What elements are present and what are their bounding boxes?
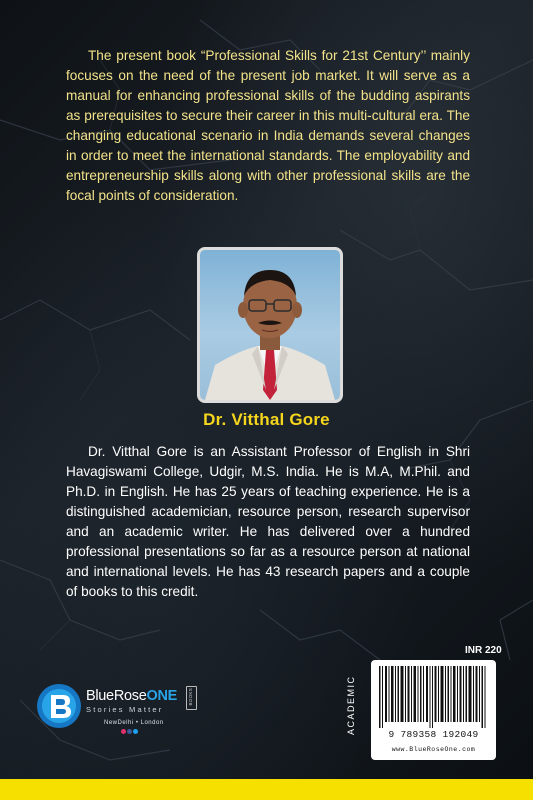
publisher-box-text: BOOKS — [188, 688, 193, 706]
twitter-icon — [133, 729, 138, 734]
instagram-icon — [121, 729, 126, 734]
price-label: INR 220 — [465, 645, 502, 656]
publisher-tagline: Stories Matter — [86, 705, 164, 714]
author-bio: Dr. Vitthal Gore is an Assistant Professor of English in Shri Havagiswami College, Udgir, M.S. India. He is M.A, M.Phil. and Ph.D. in English. He has 25 years of teaching experience. He is a distinguished academician, resource person, research supervisor and an academic writer. He has delivered over a hundred professional presentations so far as a resource person at national and international levels. He has 43 research papers and a couple of books to this credit. — [66, 444, 470, 599]
publisher-books-box — [186, 686, 197, 710]
author-name: Dr. Vitthal Gore — [203, 410, 330, 429]
social-icons — [121, 729, 138, 734]
facebook-icon — [127, 729, 132, 734]
category-label: ACADEMIC — [346, 675, 356, 735]
publisher-name — [86, 688, 177, 704]
publisher-name-part2: ONE — [146, 688, 178, 704]
isbn-number: 9 789358 192049 — [388, 729, 479, 740]
book-blurb: The present book “Professional Skills for 21st Century’’ mainly focuses on the need of the present job market. It will serve as a manual for enhancing professional skills of the budding aspirants as prerequisites to secure their career in this multi-cultural era. The changing educational scenario in India demands several changes in order to meet the international standards. The employability and entrepreneurship skills along with other professional skills are the focal points of consideration. — [66, 48, 470, 203]
publisher-cities: NewDelhi • London — [104, 720, 164, 726]
author-photo — [197, 247, 343, 403]
bluerose-logo-icon — [36, 683, 82, 729]
publisher-website: www.BlueRoseOne.com — [391, 746, 476, 753]
bottom-yellow-strip — [0, 779, 533, 800]
publisher-name-part1: BlueRose — [86, 688, 147, 704]
isbn-barcode — [371, 660, 496, 760]
barcode-bars — [371, 660, 496, 730]
